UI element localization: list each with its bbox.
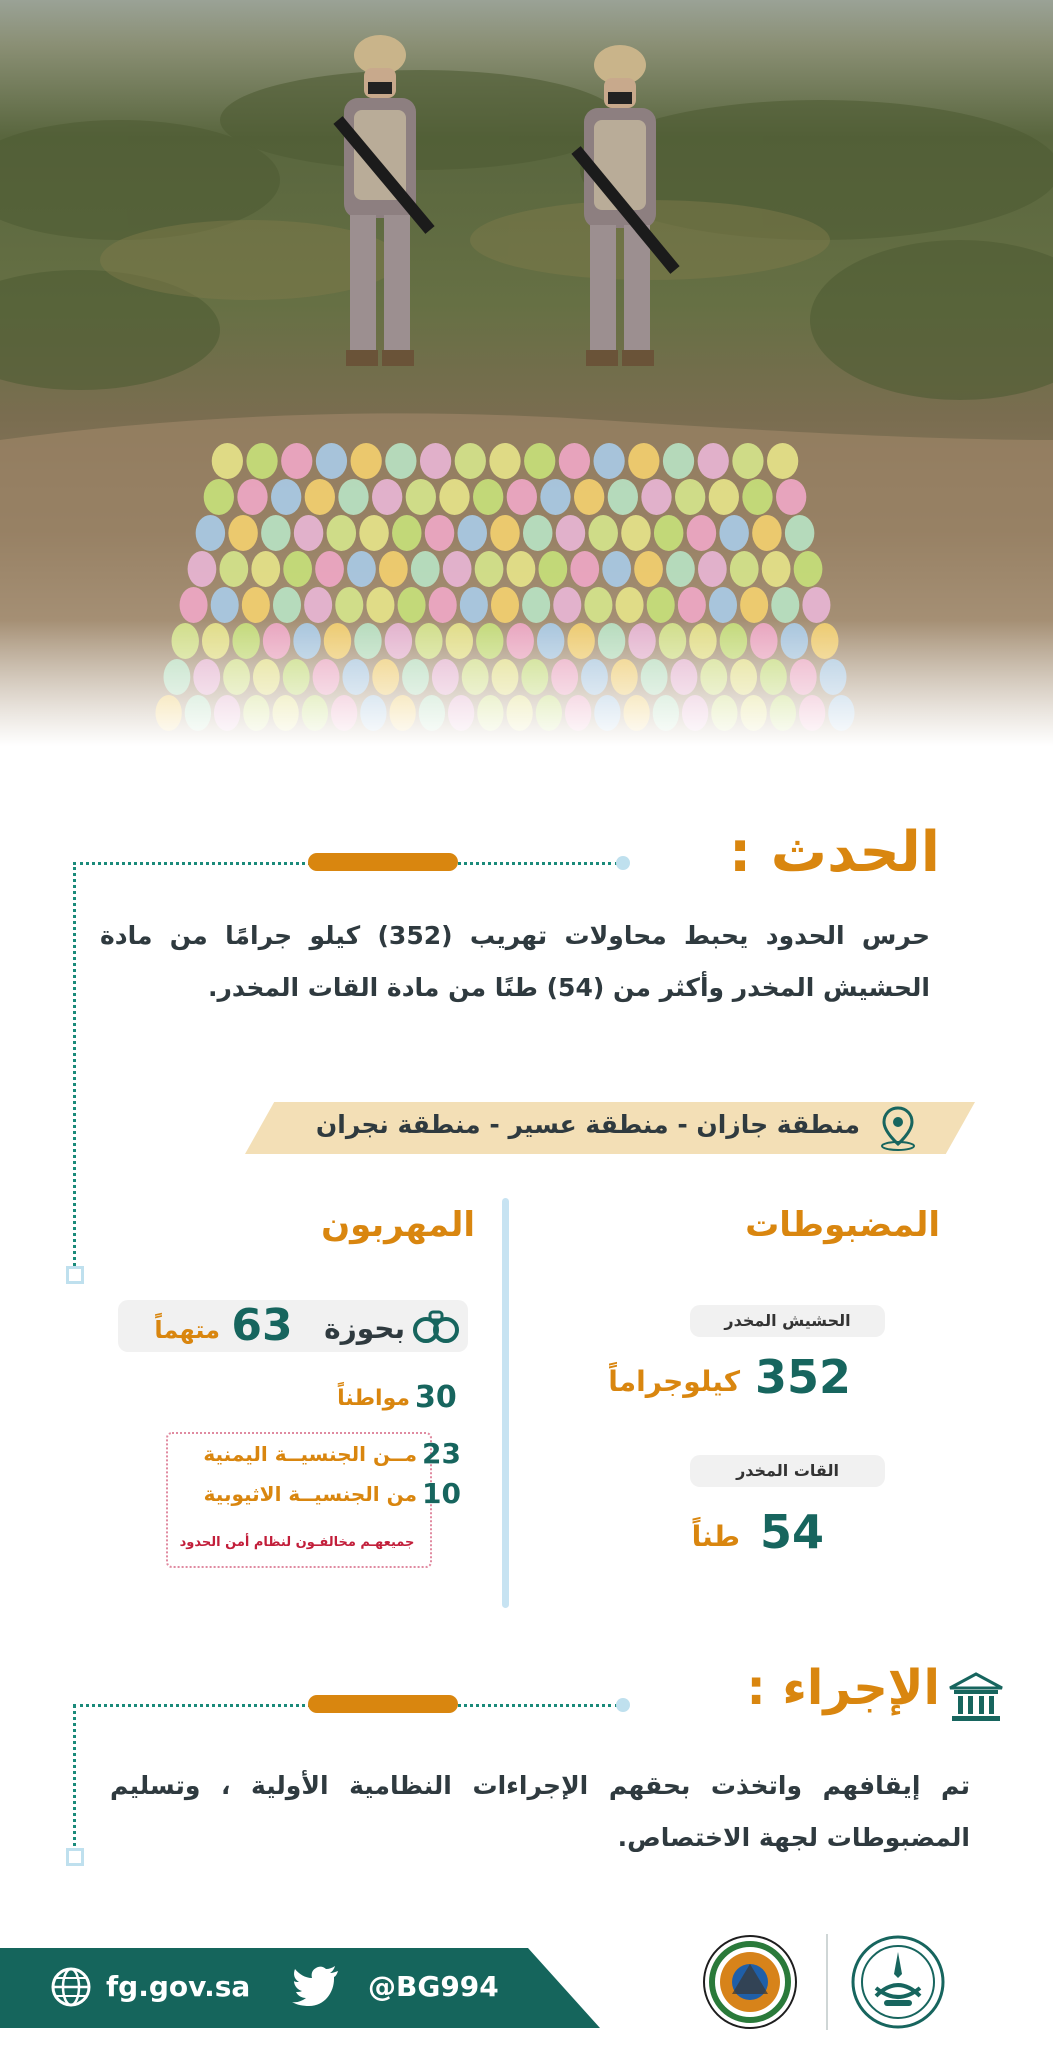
soldier-left [320, 30, 440, 390]
ethiopian-label: من الجنسيــة الاثيوبية [203, 1482, 417, 1506]
hashish-unit: كيلوجراماً [608, 1365, 740, 1398]
hero-photo [0, 0, 1053, 760]
hashish-label: الحشيش المخدر [690, 1305, 885, 1337]
location-text: منطقة جازان - منطقة عسير - منطقة نجران [315, 1110, 860, 1139]
event-line-square [66, 1266, 84, 1284]
event-body: حرس الحدود يحبط محاولات تهريب (352) كيلو جرامًا من مادة الحشيش المخدر وأكثر من (54) طنًا من مادة القات المخدر. [100, 921, 931, 1002]
hero-fade [0, 620, 1053, 760]
column-divider [502, 1198, 509, 1608]
action-line-dot [616, 1698, 630, 1712]
custody-count: 63 [231, 1300, 293, 1351]
event-dotted-vline [73, 862, 76, 1272]
border-guard-emblem [702, 1934, 798, 2030]
khat-value: 54 [760, 1505, 825, 1559]
website-link[interactable]: fg.gov.sa [106, 1970, 251, 2003]
twitter-icon[interactable] [292, 1966, 340, 2006]
ministry-emblem [850, 1934, 946, 2030]
smugglers-title: المهربون [321, 1205, 475, 1245]
event-orange-bar [308, 853, 458, 871]
event-line-dot [616, 856, 630, 870]
khat-unit: طناً [691, 1520, 740, 1553]
yemeni-count: 23 [422, 1437, 461, 1470]
building-icon [948, 1672, 1004, 1724]
event-title: الحدث : [728, 820, 940, 885]
violators-note: جميعهـم مخالفـون لنظام أمن الحدود [179, 1535, 415, 1550]
yemeni-label: مــن الجنسيــة اليمنية [203, 1442, 417, 1466]
action-line-square [66, 1848, 84, 1866]
soldier-right [560, 40, 680, 400]
action-orange-bar [308, 1695, 458, 1713]
emblem-divider [826, 1934, 828, 2030]
citizens-count: 30 [415, 1380, 457, 1415]
custody-suffix: متهماً [154, 1316, 220, 1344]
action-body: تم إيقافهم واتخذت بحقهم الإجراءات النظامية الأولية ، وتسليم المضبوطات لجهة الاختصاص. [110, 1771, 970, 1852]
seizures-title: المضبوطات [745, 1205, 940, 1245]
custody-prefix: بحوزة [324, 1312, 405, 1345]
twitter-handle[interactable]: @BG994 [368, 1970, 499, 2003]
globe-icon[interactable] [50, 1966, 92, 2008]
citizens-label: مواطناً [337, 1386, 410, 1411]
khat-label: القات المخدر [690, 1455, 885, 1487]
location-pin-icon [875, 1104, 921, 1152]
hashish-value: 352 [755, 1350, 852, 1404]
action-dotted-vline [73, 1704, 76, 1854]
ethiopian-count: 10 [422, 1477, 461, 1510]
action-title: الإجراء : [746, 1660, 940, 1716]
handcuffs-icon [412, 1306, 460, 1346]
